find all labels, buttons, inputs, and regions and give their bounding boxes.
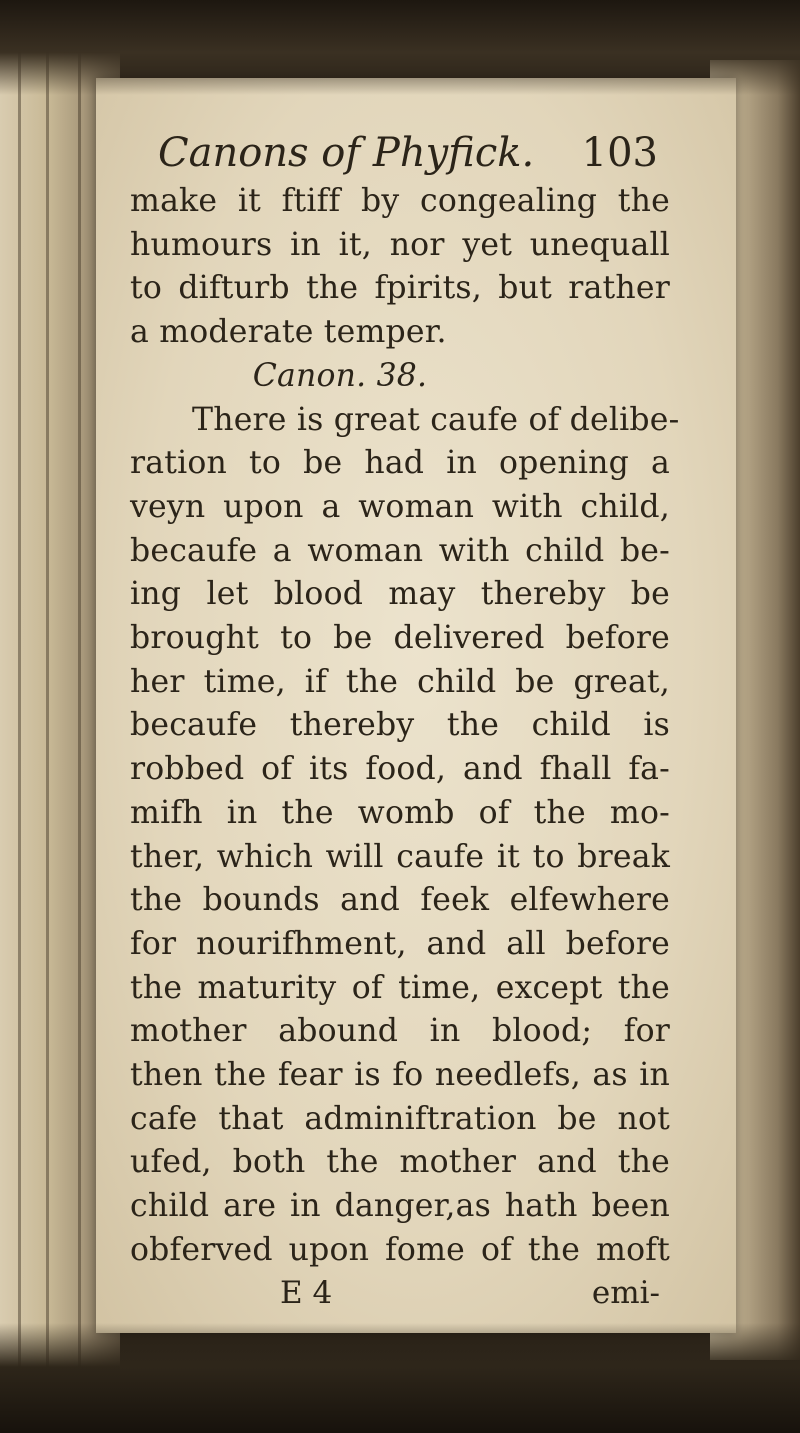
- text-line: cafe that adminiftration be not: [130, 1100, 670, 1137]
- page-text: [130, 130, 680, 1313]
- text-line: child are in danger,as hath been: [130, 1188, 670, 1225]
- text-line: her time, if the child be great,: [130, 663, 670, 700]
- text-line: mifh in the womb of the mo-: [130, 794, 670, 831]
- text-line: then the fear is fo needlefs, as in: [130, 1057, 670, 1094]
- text-line: make it ftiff by congealing the: [130, 183, 670, 219]
- text-line: humours in it, nor yet unequall: [130, 226, 670, 263]
- text-line: robbed of its food, and fhall fa-: [130, 751, 670, 788]
- text-line: to difturb the fpirits, but rather: [130, 270, 670, 307]
- text-line: obferved upon fome of the moft: [130, 1231, 670, 1268]
- text-line: brought to be delivered before: [130, 620, 670, 657]
- running-header: [158, 130, 658, 176]
- text-line: There is great caufe of delibe-: [192, 401, 680, 438]
- bottom-shadow: [0, 1323, 800, 1433]
- text-line: the maturity of time, except the: [130, 969, 670, 1006]
- text-line: ufed, both the mother and the: [130, 1144, 670, 1181]
- canon-heading: Canon. 38.: [252, 357, 428, 394]
- catchword: emi-: [591, 1274, 660, 1311]
- text-line: becaufe thereby the child is: [130, 707, 670, 744]
- page-number: 103: [581, 130, 658, 176]
- top-shadow: [0, 0, 800, 95]
- text-line: ing let blood may thereby be: [130, 576, 670, 613]
- text-line: ration to be had in opening a: [130, 445, 670, 482]
- signature-mark: E 4: [280, 1274, 333, 1311]
- text-line: the bounds and feek elfewhere: [130, 882, 670, 919]
- running-title: Canons of Phyfick.: [158, 130, 535, 176]
- text-line: for nourifhment, and all before: [130, 925, 670, 962]
- text-line: veyn upon a woman with child,: [130, 488, 670, 525]
- page-footer: [130, 1273, 670, 1313]
- text-line: mother abound in blood; for: [130, 1013, 670, 1050]
- text-line: becaufe a woman with child be-: [130, 532, 670, 569]
- text-line: a moderate temper.: [130, 314, 447, 351]
- text-line: ther, which will caufe it to break: [130, 838, 670, 875]
